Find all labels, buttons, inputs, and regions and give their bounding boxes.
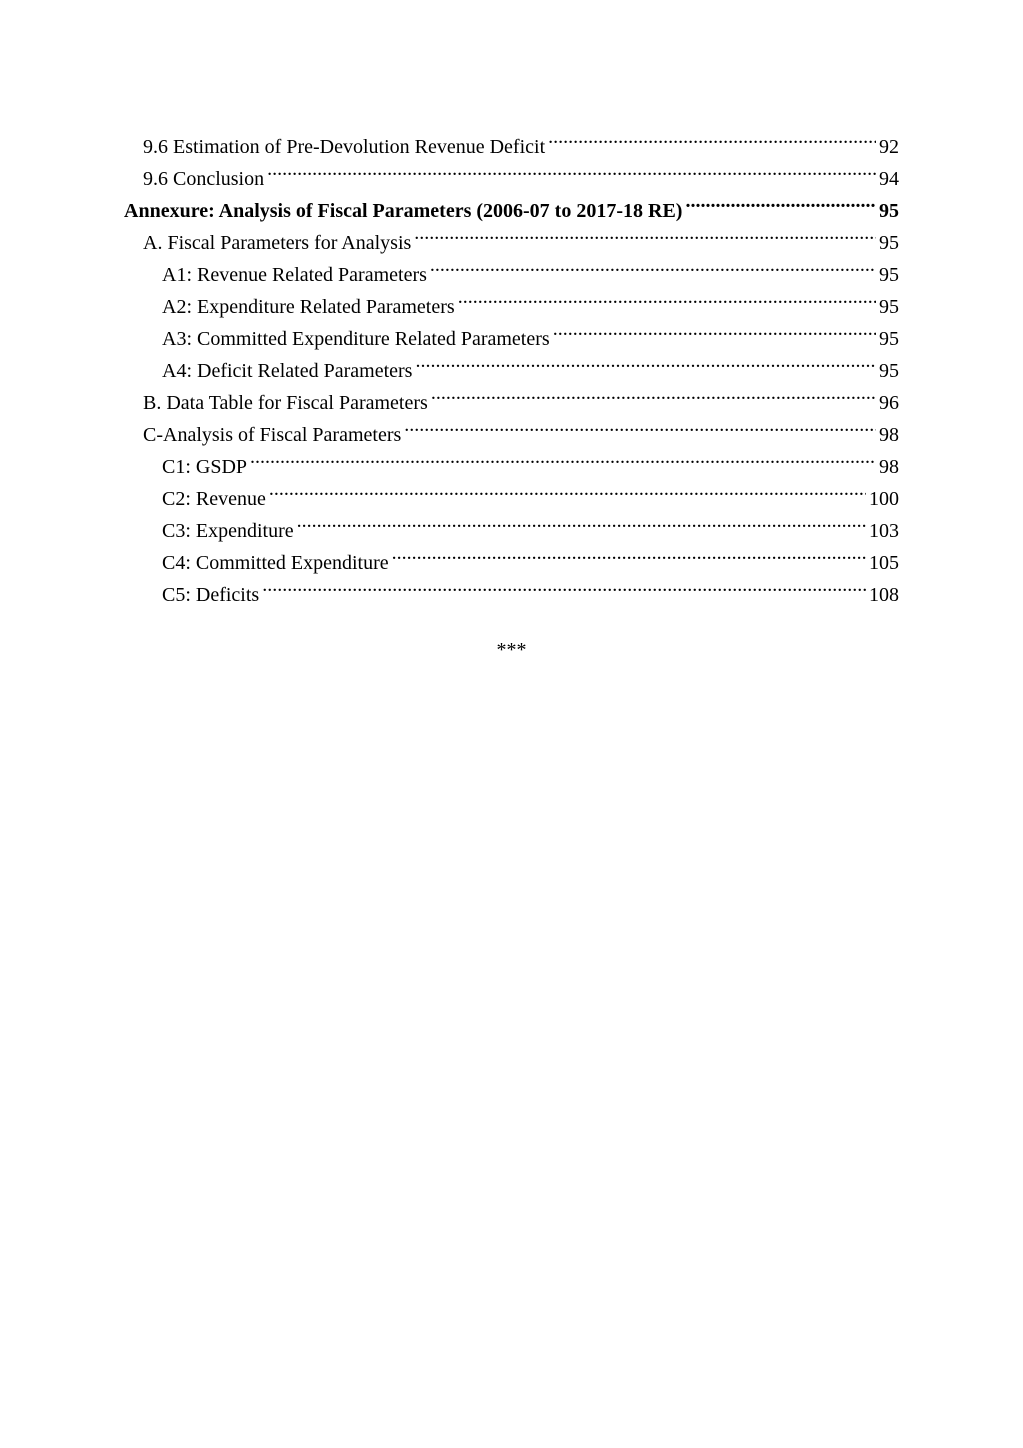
toc-entry-title: A1: Revenue Related Parameters: [162, 264, 427, 286]
toc-entry-page: 94: [879, 168, 899, 190]
toc-entry-title: A4: Deficit Related Parameters: [162, 360, 413, 382]
toc-leader-dots: [458, 281, 876, 313]
toc-entry-page: 103: [869, 520, 899, 542]
toc-leader-dots: [250, 441, 876, 473]
toc-leader-dots: [267, 153, 876, 185]
toc-entry-page: 96: [879, 392, 899, 414]
toc-entry-page: 95: [879, 264, 899, 286]
toc-entry-title: B. Data Table for Fiscal Parameters: [143, 392, 428, 414]
toc-entry-page: 105: [869, 552, 899, 574]
toc-entry-title: 9.6 Estimation of Pre-Devolution Revenue Deficit: [143, 136, 546, 158]
toc-leader-dots: [404, 409, 876, 441]
toc-leader-dots: [431, 377, 876, 409]
toc-entry-title: 9.6 Conclusion: [143, 168, 265, 190]
toc-entry-title: A3: Committed Expenditure Related Parameters: [162, 328, 550, 350]
toc-entry-page: 95: [879, 200, 899, 222]
toc-entry-title: C4: Committed Expenditure: [162, 552, 389, 574]
toc-entry-page: 98: [879, 424, 899, 446]
toc-leader-dots: [297, 505, 866, 537]
end-of-section-mark: ***: [496, 639, 527, 661]
toc-entry-9-6-estimation[interactable]: [124, 121, 899, 158]
toc-leader-dots: [553, 313, 876, 345]
toc-entry-page: 108: [869, 584, 899, 606]
toc-entry-page: 95: [879, 328, 899, 350]
toc-entry-page: 92: [879, 136, 899, 158]
toc-entry-title: A2: Expenditure Related Parameters: [162, 296, 455, 318]
toc-leader-dots: [262, 569, 866, 601]
toc-entry-title: C5: Deficits: [162, 584, 260, 606]
toc-leader-dots: [269, 473, 866, 505]
toc-entry-page: 95: [879, 232, 899, 254]
toc-entry-title: Annexure: Analysis of Fiscal Parameters (2006-07 to 2017-18 RE): [124, 200, 683, 222]
toc-entry-title: C-Analysis of Fiscal Parameters: [143, 424, 402, 446]
toc-leader-dots: [430, 249, 876, 281]
toc-entry-title: C1: GSDP: [162, 456, 248, 478]
toc-entry-title: C2: Revenue: [162, 488, 266, 510]
toc-leader-dots: [548, 121, 876, 153]
toc-entry-page: 98: [879, 456, 899, 478]
toc-entry-title: A. Fiscal Parameters for Analysis: [143, 232, 412, 254]
toc-leader-dots: [414, 217, 876, 249]
toc-entry-page: 95: [879, 360, 899, 382]
toc-entry-page: 95: [879, 296, 899, 318]
toc-leader-dots: [415, 345, 876, 377]
table-of-contents: [124, 121, 899, 606]
toc-entry-page: 100: [869, 488, 899, 510]
toc-leader-dots: [685, 185, 876, 217]
toc-leader-dots: [392, 537, 866, 569]
toc-entry-title: C3: Expenditure: [162, 520, 294, 542]
